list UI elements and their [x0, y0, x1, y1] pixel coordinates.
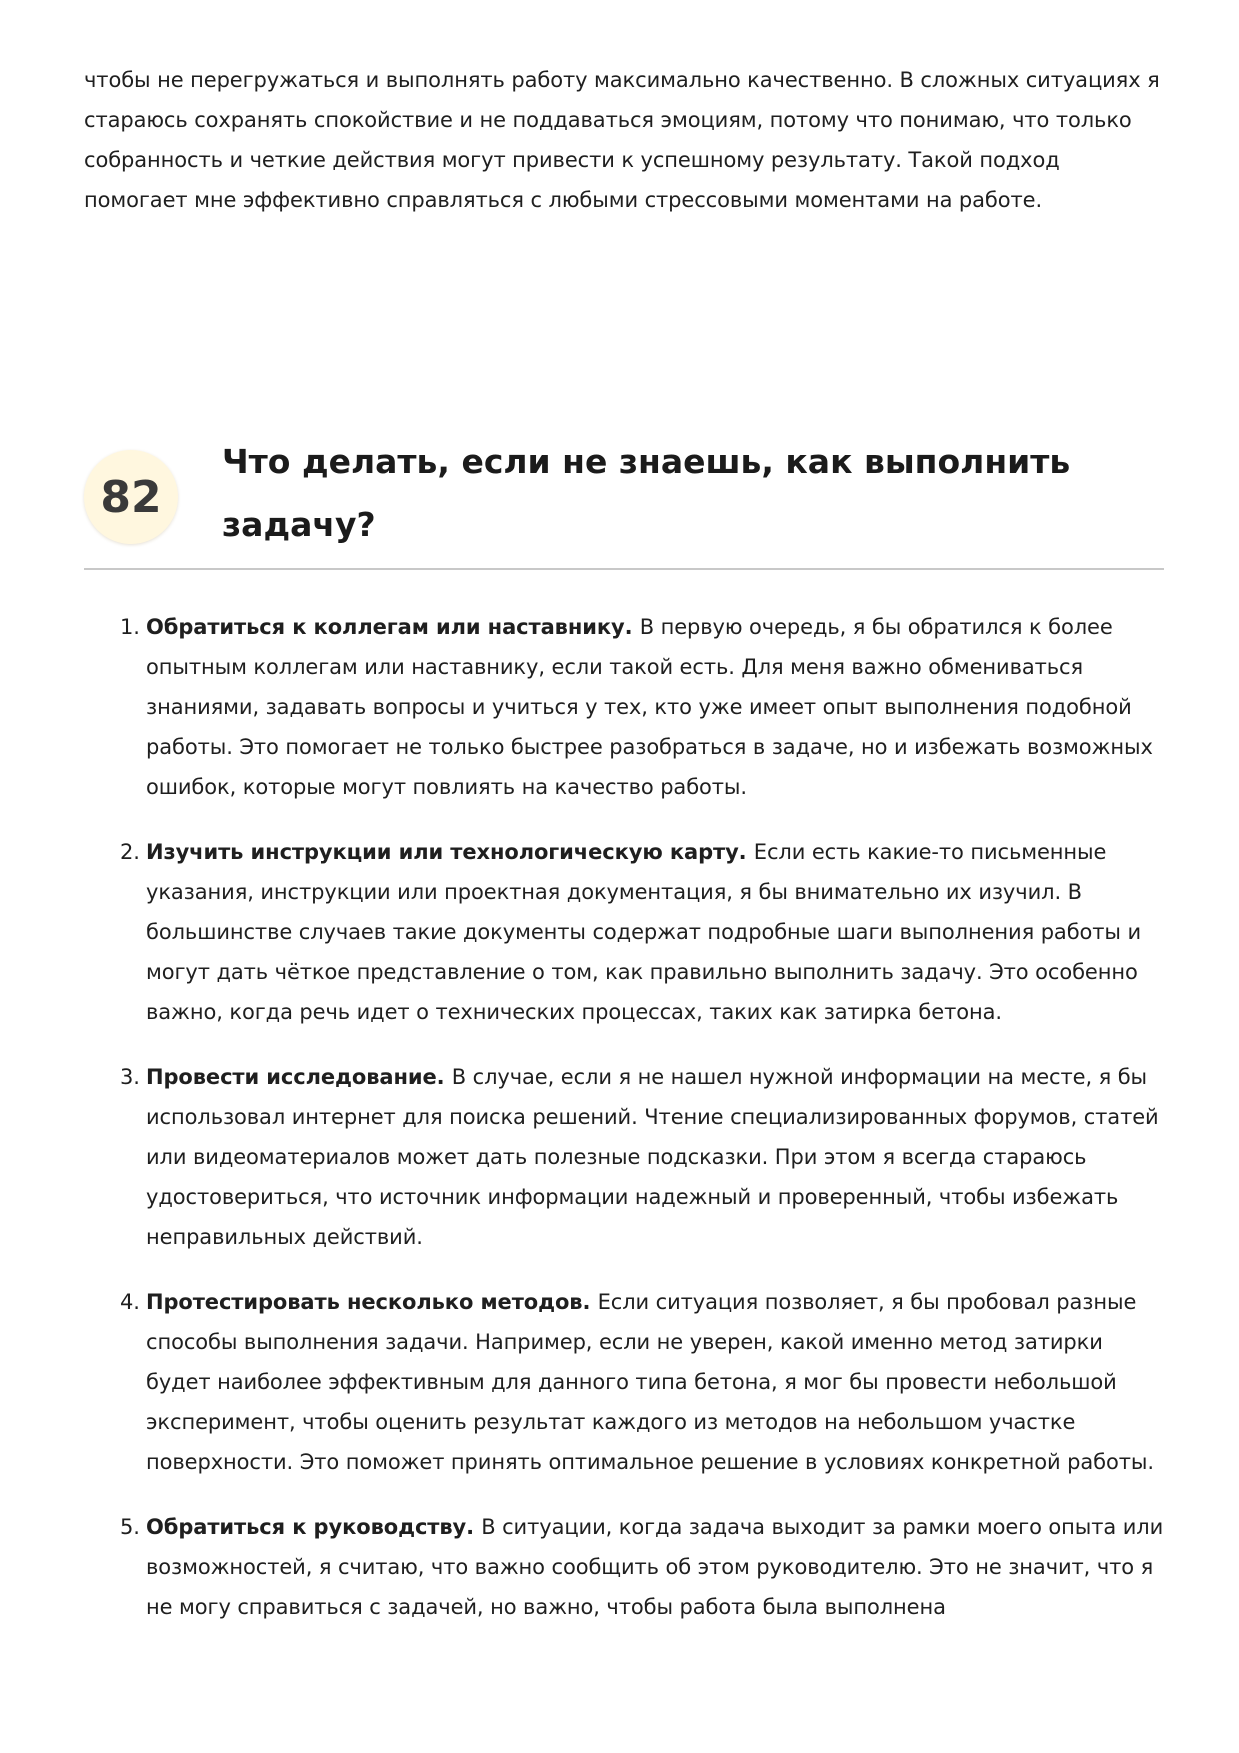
document-page [84, 60, 1164, 220]
answer-list [84, 607, 1164, 1652]
question-title: Что делать, если не знаешь, как выполнить задачу? [222, 442, 1071, 544]
answer-number: 4. [120, 1290, 140, 1314]
answer-item [84, 1507, 1164, 1627]
answer-item [84, 1057, 1164, 1257]
answer-lead: Протестировать несколько методов. [146, 1290, 598, 1314]
answer-item [84, 607, 1164, 807]
question-header [84, 430, 1164, 570]
answer-text: В первую очередь, я бы обратился к более опытным коллегам или наставнику, если такой есть. Для меня важно обмениваться знаниями, задавать вопросы и учиться у тех, кто уже имеет опыт выполнения подобной работы. Это помогает не только быстрее разобраться в задаче, но и избежать возможных ошибок, которые могут повлиять на качество работы. [146, 615, 1153, 799]
answer-number: 1. [120, 615, 140, 639]
answer-number: 3. [120, 1065, 140, 1089]
intro-paragraph: чтобы не перегружаться и выполнять работу максимально качественно. В сложных ситуациях я стараюсь сохранять спокойствие и не поддаваться эмоциям, потому что понимаю, что только собранность и четкие действия могут привести к успешному результату. Такой подход помогает мне эффективно справляться с любыми стрессовыми моментами на работе. [84, 68, 1160, 212]
answer-text: В ситуации, когда задача выходит за рамки моего опыта или возможностей, я считаю, что важно сообщить об этом руководителю. Это не значит, что я не могу справиться с задачей, но важно, чтобы работа была выполнена [146, 1515, 1164, 1619]
answer-item [84, 1282, 1164, 1482]
answer-text: Если есть какие-то письменные указания, инструкции или проектная документация, я бы внимательно их изучил. В большинстве случаев такие документы содержат подробные шаги выполнения работы и могут дать чёткое представление о том, как правильно выполнить задачу. Это особенно важно, когда речь идет о технических процессах, таких как затирка бетона. [146, 840, 1142, 1024]
answer-lead: Изучить инструкции или технологическую карту. [146, 840, 754, 864]
answer-lead: Провести исследование. [146, 1065, 452, 1089]
answer-text: Если ситуация позволяет, я бы пробовал разные способы выполнения задачи. Например, если не уверен, какой именно метод затирки будет наиболее эффективным для данного типа бетона, я мог бы провести небольшой эксперимент, чтобы оценить результат каждого из методов на небольшом участке поверхности. Это поможет принять оптимальное решение в условиях конкретной работы. [146, 1290, 1154, 1474]
answer-lead: Обратиться к коллегам или наставнику. [146, 615, 640, 639]
question-number-badge: 82 [84, 450, 178, 544]
answer-number: 5. [120, 1515, 140, 1539]
answer-text: В случае, если я не нашел нужной информации на месте, я бы использовал интернет для поиска решений. Чтение специализированных форумов, статей или видеоматериалов может дать полезные подсказки. При этом я всегда стараюсь удостовериться, что источник информации надежный и проверенный, чтобы избежать неправильных действий. [146, 1065, 1159, 1249]
answer-item [84, 832, 1164, 1032]
answer-number: 2. [120, 840, 140, 864]
answer-lead: Обратиться к руководству. [146, 1515, 482, 1539]
